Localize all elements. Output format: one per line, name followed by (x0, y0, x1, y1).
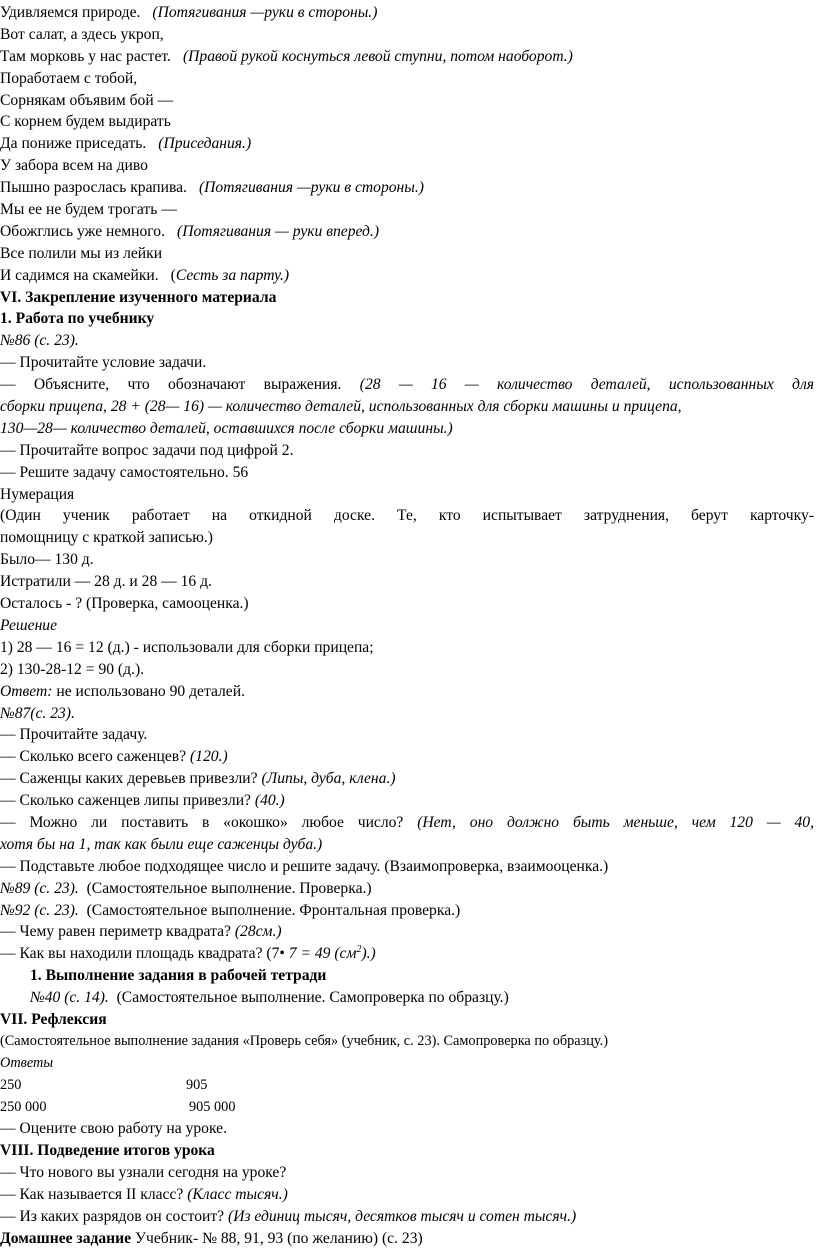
board-note-line1: (Один ученик работает на откидной доске. Те, кто испытывает затруднения, берут карточку- (0, 507, 814, 525)
poem-line: Там морковь у нас растет. (Правой рукой коснуться левой ступни, потом наоборот.) (0, 47, 573, 65)
poem-line: Вот салат, а здесь укроп, (0, 25, 164, 43)
evaluate-question: — Оцените свою работу на уроке. (0, 1120, 227, 1138)
short-note-spent: Истратили — 28 д. и 28 — 16 д. (0, 573, 212, 591)
poem-line: С корнем будем выдирать (0, 113, 171, 131)
question-explain-line3: 130—28— количество деталей, оставшихся после сборки машины.) (0, 419, 453, 437)
poem-line: Обожглись уже немного. (Потягивания — руки вперед.) (0, 222, 380, 240)
poem-instruction: (Правой рукой коснуться левой ступни, потом наоборот.) (182, 47, 573, 65)
answers-label: Ответы (0, 1054, 54, 1071)
task-40-line: №40 (с. 14). (Самостоятельное выполнение. Самопроверка по образцу.) (30, 989, 509, 1007)
poem-line: Мы ее не будем трогать — (0, 201, 177, 219)
question-explain-answer: (28 — 16 — количество деталей, использованных для (359, 376, 814, 394)
answer-text: не использовано 90 деталей. (56, 682, 245, 700)
question-read-condition: — Прочитайте условие задачи. (0, 354, 207, 372)
poem-line: И садимся на скамейки. (Сесть за парту.) (0, 266, 290, 284)
section-8-heading: VIII. Подведение итогов урока (0, 1142, 215, 1160)
area-question: — Как вы находили площадь квадрата? (7• 7 = 49 $(см^2)$.) (0, 944, 376, 963)
poem-line: У забора всем на диво (0, 157, 148, 175)
task-87-q2: — Сколько всего саженцев? (120.) (0, 748, 228, 766)
section-6-heading: VI. Закрепление изученного материала (0, 288, 277, 306)
answer-label: Ответ: (0, 682, 53, 700)
answers-row-2: 250 000 905 000 (0, 1098, 236, 1115)
task-92-line: №92 (с. 23). (Самостоятельное выполнение. Фронтальная проверка.) (0, 901, 461, 919)
question-solve: — Решите задачу самостоятельно. 56 (0, 463, 249, 481)
task-87-q5-line2: хотя бы на 1, так как были еще саженцы дуба.) (0, 835, 323, 853)
poem-line: Все полили мы из лейки (0, 244, 163, 262)
workbook-heading: 1. Выполнение задания в рабочей тетради (30, 967, 327, 985)
question-explain-line2: сборки прицепа, 28 + (28— 16) — количество деталей, использованных для сборки машины и прицепа, (0, 398, 682, 416)
task-87-ref: №87(с. 23). (0, 704, 75, 722)
question-explain-line1 (0, 374, 814, 396)
poem-line: Сорнякам объявим бой — (0, 91, 174, 109)
perimeter-question: — Чему равен периметр квадрата? (28см.) (0, 923, 282, 941)
solution-label: Решение (0, 616, 58, 634)
poem-block (0, 2, 814, 287)
short-note-left: Осталось - ? (Проверка, самооценка.) (0, 595, 249, 613)
poem-instruction: Сесть за парту.) (175, 266, 290, 284)
question-explain-text: — Объясните, что обозначают выражения. (0, 376, 342, 394)
summary-q2: — Как называется II класс? (Класс тысяч.) (0, 1186, 288, 1204)
board-note-line2: помощницу с краткой записью.) (0, 529, 213, 547)
short-note-was: Было— 130 д. (0, 551, 94, 569)
poem-line: Пышно разрослась крапива. (Потягивания —руки в стороны.) (0, 179, 424, 197)
poem-instruction: (Потягивания — руки вперед.) (177, 222, 380, 240)
textbook-work-heading: 1. Работа по учебнику (0, 310, 155, 328)
poem-instruction: (Приседания.) (158, 135, 252, 153)
summary-q1: — Что нового вы узнали сегодня на уроке? (0, 1164, 287, 1182)
task-87-q4: — Сколько саженцев липы привезли? (40.) (0, 792, 285, 810)
answers-row-1: 250 905 (0, 1076, 208, 1093)
task-87-q1: — Прочитайте задачу. (0, 726, 148, 744)
poem-line: Удивляемся природе. (Потягивания —руки в стороны.) (0, 4, 378, 21)
solution-step-1: 1) 28 — 16 = 12 (д.) - использовали для сборки прицепа; (0, 638, 374, 656)
task-87-q5-line1: — Можно ли поставить в «окошко» любое число? (Нет, оно должно быть меньше, чем 120 — 40, (0, 813, 814, 831)
poem-line: Да пониже приседать. (Приседания.) (0, 135, 252, 153)
numeration-label: Нумерация (0, 485, 75, 503)
reflection-note: (Самостоятельное выполнение задания «Проверь себя» (учебник, с. 23). Самопроверка по образцу.) (0, 1032, 608, 1049)
section-7-heading: VII. Рефлексия (0, 1010, 107, 1028)
homework-line: Домашнее задание Учебник- № 88, 91, 93 (по желанию) (с. 23) (0, 1229, 423, 1247)
poem-line: Поработаем с тобой, (0, 69, 138, 87)
task-87-q6: — Подставьте любое подходящее число и решите задачу. (Взаимопроверка, взаимооценка.) (0, 857, 609, 875)
task-89-line: №89 (с. 23). (Самостоятельное выполнение. Проверка.) (0, 879, 372, 897)
summary-q3: — Из каких разрядов он состоит? (Из единиц тысяч, десятков тысяч и сотен тысяч.) (0, 1207, 577, 1225)
question-read-question: — Прочитайте вопрос задачи под цифрой 2. (0, 441, 294, 459)
answer-line (0, 681, 814, 703)
task-87-q3: — Саженцы каких деревьев привезли? (Липы, дуба, клена.) (0, 770, 396, 788)
solution-step-2: 2) 130-28-12 = 90 (д.). (0, 660, 145, 678)
poem-instruction: (Потягивания —руки в стороны.) (198, 179, 424, 197)
poem-instruction: (Потягивания —руки в стороны.) (152, 4, 378, 21)
task-86-ref: №86 (с. 23). (0, 332, 79, 350)
